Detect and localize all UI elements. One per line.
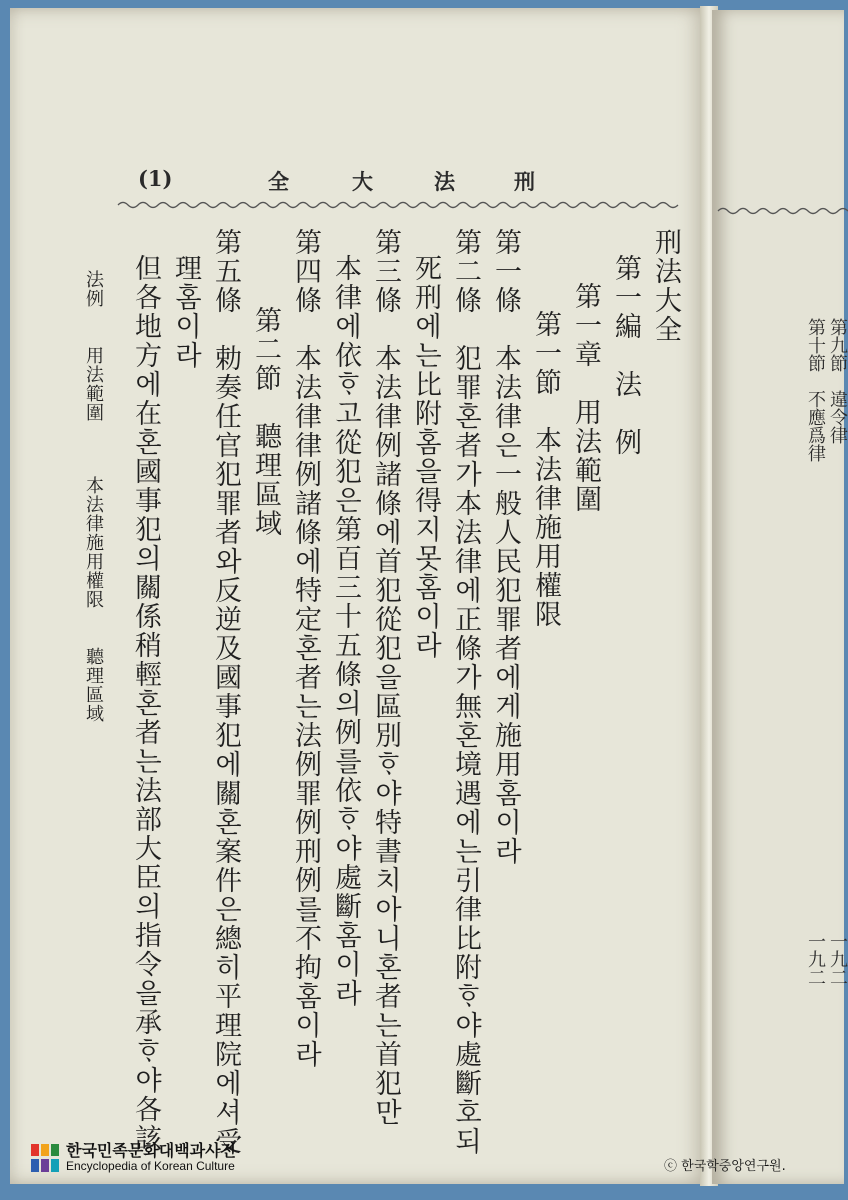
article-2: 第二條 犯罪혼者가本法律에正條가無혼境遇에는引律比附ᄒᆞ야處斷호되 [450,228,481,1156]
next-page-col-a: 第十節 不應爲律 [805,318,826,462]
next-page-number-b: 一九二 [827,932,848,986]
logo-korean-text: 한국민족문화대백과사전 [66,1141,237,1161]
header-title-char: 法 [434,169,455,194]
next-page-number-a: 一九二 [805,932,826,986]
page-number: (1) [138,166,173,191]
header-title-char: 大 [352,169,373,194]
article-5-cont: 理홈이라 [170,254,201,370]
article-1: 第一條 本法律은一般人民犯罪者에게施用홈이라 [490,228,521,866]
part-heading: 第一編 法 例 [610,254,641,457]
margin-note: 本法律施用權限 聽理區域 [83,476,104,723]
book-page-right [712,10,848,1184]
margin-note-2: 法例 用法範圍 [83,270,104,422]
header-rule [118,200,678,210]
article-3: 第三條 本法律例諸條에首犯從犯을區別ᄒᆞ야特書치아니혼者는首犯만 [370,228,401,1127]
header-title-char: 刑 [514,169,535,194]
next-page-col-b: 第九節 違令律 [827,318,848,444]
header-rule-right [718,206,844,216]
chapter-heading: 第一章 用法範圍 [570,282,601,514]
article-5: 第五條 勅奏任官犯罪者와反逆及國事犯에關혼案件은總히平理院에셔受 [210,228,241,1156]
article-4: 第四條 本法律律例諸條에特定혼者는法例罪例刑例를不拘홈이라 [290,228,321,1069]
book-title: 刑法大全 [650,228,681,344]
header-title-char: 全 [268,169,289,194]
encyclopedia-logo[interactable] [30,1138,236,1178]
section-heading: 第一節 本法律施用權限 [530,310,561,629]
section-heading-2: 第二節 聽理區域 [250,306,281,538]
proviso: 但各地方에在혼國事犯의關係稍輕혼者는法部大臣의指令을承ᄒᆞ야各該 [130,254,161,1153]
article-3-cont: 本律에依ᄒᆞ고從犯은第百三十五條의例를依ᄒᆞ야處斷홈이라 [330,254,361,1008]
encyclopedia-logo-icon [30,1143,60,1173]
article-2-cont: 死刑에는比附홈을得지못홈이라 [410,254,441,660]
copyright-text: ⓒ 한국학중앙연구원. [664,1159,786,1174]
logo-english-text: Encyclopedia of Korean Culture [66,1159,235,1174]
